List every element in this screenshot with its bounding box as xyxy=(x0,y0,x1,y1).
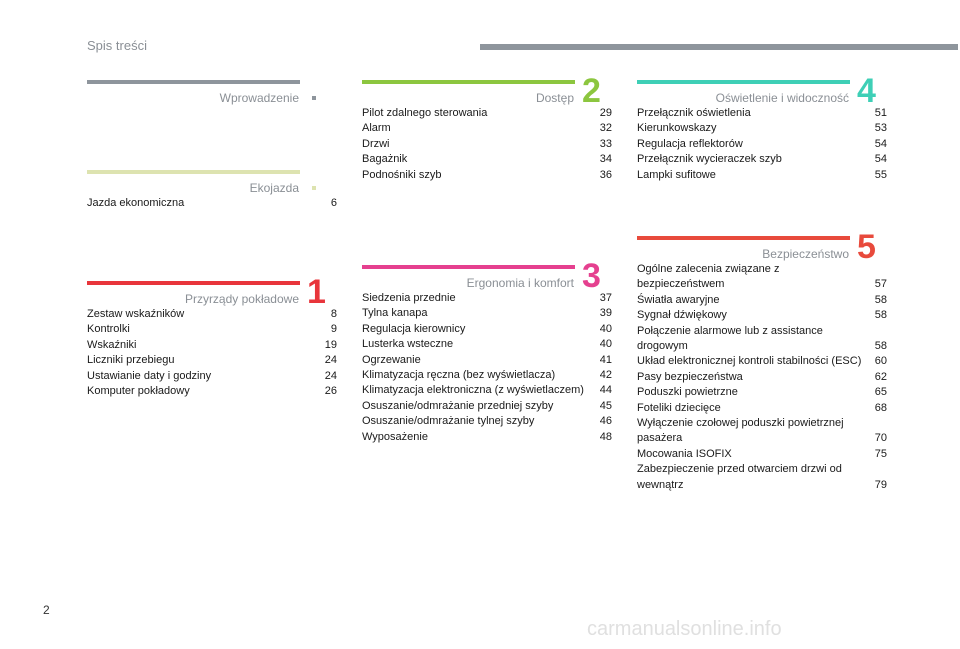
toc-entry-page: 24 xyxy=(324,369,337,382)
toc-entry-page: 48 xyxy=(599,430,612,443)
header-bar xyxy=(480,44,958,50)
toc-entry[interactable] xyxy=(362,106,612,121)
toc-entry-page: 40 xyxy=(599,322,612,335)
toc-entry-page: 60 xyxy=(874,355,887,368)
toc-entry-page: 42 xyxy=(599,369,612,382)
toc-entry[interactable] xyxy=(637,401,887,416)
toc-entry-page: 55 xyxy=(874,168,887,181)
toc-entry[interactable] xyxy=(362,383,612,398)
toc-entry-label: Wyłączenie czołowej poduszki powietrznej pasażera xyxy=(637,417,844,445)
toc-entry[interactable] xyxy=(87,307,337,322)
toc-entry-label: Osuszanie/odmrażanie przedniej szyby xyxy=(362,399,554,412)
section-number: 1 xyxy=(307,273,326,311)
toc-entry-page: 65 xyxy=(874,386,887,399)
section-title: Wprowadzenie xyxy=(219,91,299,105)
toc-entry-label: Osuszanie/odmrażanie tylnej szyby xyxy=(362,415,535,428)
toc-entry-label: Liczniki przebiegu xyxy=(87,354,175,367)
toc-entry-page: 51 xyxy=(874,107,887,119)
section-bar xyxy=(362,265,575,269)
toc-entry-label: Ogrzewanie xyxy=(362,353,421,366)
toc-entry-page: 39 xyxy=(599,307,612,320)
toc-entry[interactable] xyxy=(637,168,887,183)
toc-entry-label: Poduszki powietrzne xyxy=(637,386,738,399)
toc-entry[interactable] xyxy=(637,462,887,493)
section-bar xyxy=(87,80,300,84)
toc-entry-page: 75 xyxy=(874,447,887,460)
toc-entry-page: 44 xyxy=(599,384,612,397)
toc-entry-label: Mocowania ISOFIX xyxy=(637,447,732,460)
toc-entry-label: Kierunkowskazy xyxy=(637,122,717,135)
toc-entry-page: 68 xyxy=(874,401,887,414)
toc-entry-label: Ustawianie daty i godziny xyxy=(87,369,212,382)
toc-entry[interactable] xyxy=(637,121,887,136)
toc-entry[interactable] xyxy=(637,385,887,400)
toc-entry-page: 54 xyxy=(874,153,887,166)
toc-entry[interactable] xyxy=(637,370,887,385)
toc-entry[interactable] xyxy=(637,137,887,152)
section-number: 5 xyxy=(857,228,876,266)
toc-entry-page: 57 xyxy=(874,278,887,291)
toc-entry-page: 24 xyxy=(324,354,337,367)
toc-entry-label: Lusterka wsteczne xyxy=(362,338,454,351)
section-bar xyxy=(87,170,300,174)
toc-entry[interactable] xyxy=(87,322,337,337)
toc-entry[interactable] xyxy=(637,293,887,308)
toc-entry-page: 6 xyxy=(330,197,337,209)
toc-list xyxy=(362,106,612,183)
toc-entry-page: 33 xyxy=(599,137,612,150)
toc-entry-label: Sygnał dźwiękowy xyxy=(637,309,727,322)
toc-entry-page: 45 xyxy=(599,399,612,412)
section-marker xyxy=(312,186,316,190)
toc-entry[interactable] xyxy=(87,369,337,384)
toc-entry[interactable] xyxy=(637,354,887,369)
toc-entry-label: Połączenie alarmowe lub z assistance drogowym xyxy=(637,324,823,353)
toc-entry-page: 70 xyxy=(874,432,887,445)
toc-entry[interactable] xyxy=(362,368,612,383)
toc-entry[interactable] xyxy=(87,196,337,211)
section-title: Przyrządy pokładowe xyxy=(184,292,299,306)
toc-entry-label: Ogólne zalecenia związane z bezpieczeństwem xyxy=(637,263,780,291)
toc-entry-label: Przełącznik oświetlenia xyxy=(637,107,751,119)
toc-entry-label: Drzwi xyxy=(362,137,390,150)
toc-entry[interactable] xyxy=(362,337,612,352)
section-title: Bezpieczeństwo xyxy=(762,247,849,261)
section-number: 3 xyxy=(582,257,601,295)
toc-entry-page: 46 xyxy=(599,415,612,428)
toc-entry-page: 19 xyxy=(324,338,337,351)
toc-entry-label: Siedzenia przednie xyxy=(362,292,456,304)
toc-entry-label: Przełącznik wycieraczek szyb xyxy=(637,153,782,166)
toc-entry[interactable] xyxy=(637,416,887,447)
toc-entry[interactable] xyxy=(362,168,612,183)
toc-entry[interactable] xyxy=(362,322,612,337)
page-header-title: Spis treści xyxy=(87,38,147,53)
section-title: Ergonomia i komfort xyxy=(466,276,574,290)
toc-entry-label: Zestaw wskaźników xyxy=(87,308,185,320)
toc-entry-label: Wskaźniki xyxy=(87,338,137,351)
toc-entry-label: Lampki sufitowe xyxy=(637,168,716,181)
toc-entry[interactable] xyxy=(362,353,612,368)
toc-entry-page: 36 xyxy=(599,168,612,181)
toc-entry-label: Jazda ekonomiczna xyxy=(87,197,185,209)
toc-entry[interactable] xyxy=(362,414,612,429)
toc-entry[interactable] xyxy=(362,399,612,414)
toc-entry[interactable] xyxy=(87,338,337,353)
section-title: Ekojazda xyxy=(249,181,299,195)
section-number: 4 xyxy=(857,72,876,110)
toc-entry-page: 62 xyxy=(874,370,887,383)
toc-entry-page: 54 xyxy=(874,137,887,150)
section-marker xyxy=(312,96,316,100)
toc-entry-label: Pasy bezpieczeństwa xyxy=(637,370,743,383)
toc-entry-label: Podnośniki szyb xyxy=(362,168,442,181)
toc-entry-page: 26 xyxy=(324,385,337,398)
section-bar xyxy=(637,80,850,84)
toc-entry-page: 9 xyxy=(330,323,337,336)
toc-entry[interactable] xyxy=(637,324,887,355)
toc-entry-page: 58 xyxy=(874,309,887,322)
toc-entry-page: 8 xyxy=(330,308,337,320)
toc-entry-label: Układ elektronicznej kontroli stabilności (ESC) xyxy=(637,355,862,368)
page-number: 2 xyxy=(43,603,50,617)
toc-entry-label: Klimatyzacja ręczna (bez wyświetlacza) xyxy=(362,369,556,382)
toc-entry[interactable] xyxy=(362,306,612,321)
toc-entry[interactable] xyxy=(362,137,612,152)
toc-list xyxy=(637,262,887,493)
watermark: carmanualsonline.info xyxy=(587,618,782,640)
toc-entry-label: Komputer pokładowy xyxy=(87,385,190,398)
toc-entry-page: 37 xyxy=(599,292,612,304)
toc-entry[interactable] xyxy=(362,152,612,167)
toc-entry[interactable] xyxy=(637,447,887,462)
toc-entry-label: Regulacja kierownicy xyxy=(362,322,466,335)
toc-entry-label: Tylna kanapa xyxy=(362,307,428,320)
toc-entry-label: Klimatyzacja elektroniczna (z wyświetlaczem) xyxy=(362,384,584,397)
toc-entry[interactable] xyxy=(362,430,612,445)
toc-entry[interactable] xyxy=(87,353,337,368)
toc-list xyxy=(87,307,337,399)
toc-list xyxy=(362,291,612,445)
toc-entry-label: Światła awaryjne xyxy=(637,293,720,306)
toc-list xyxy=(637,106,887,183)
toc-entry[interactable] xyxy=(637,262,887,293)
toc-list xyxy=(87,196,337,211)
toc-entry[interactable] xyxy=(637,106,887,121)
toc-entry[interactable] xyxy=(87,384,337,399)
toc-entry-page: 58 xyxy=(874,340,887,353)
toc-entry-page: 34 xyxy=(599,153,612,166)
section-bar xyxy=(87,281,300,285)
toc-entry-page: 29 xyxy=(599,107,612,119)
toc-entry-page: 40 xyxy=(599,338,612,351)
toc-entry-label: Pilot zdalnego sterowania xyxy=(362,107,488,119)
section-bar xyxy=(362,80,575,84)
toc-entry-page: 41 xyxy=(599,353,612,366)
section-number: 2 xyxy=(582,72,601,110)
toc-entry-label: Alarm xyxy=(362,122,391,135)
toc-entry-page: 53 xyxy=(874,122,887,135)
toc-entry[interactable] xyxy=(362,121,612,136)
section-title: Oświetlenie i widoczność xyxy=(715,91,849,105)
toc-entry[interactable] xyxy=(637,308,887,323)
toc-entry-label: Wyposażenie xyxy=(362,430,428,443)
toc-entry-label: Regulacja reflektorów xyxy=(637,137,743,150)
toc-entry-page: 58 xyxy=(874,293,887,306)
toc-entry-label: Foteliki dziecięce xyxy=(637,401,721,414)
toc-entry[interactable] xyxy=(362,291,612,306)
section-title: Dostęp xyxy=(535,91,574,105)
toc-entry[interactable] xyxy=(637,152,887,167)
toc-entry-page: 32 xyxy=(599,122,612,135)
toc-entry-label: Zabezpieczenie przed otwarciem drzwi od wewnątrz xyxy=(637,463,842,491)
toc-entry-label: Kontrolki xyxy=(87,323,130,336)
toc-entry-label: Bagażnik xyxy=(362,153,408,166)
toc-entry-page: 79 xyxy=(874,478,887,491)
section-bar xyxy=(637,236,850,240)
